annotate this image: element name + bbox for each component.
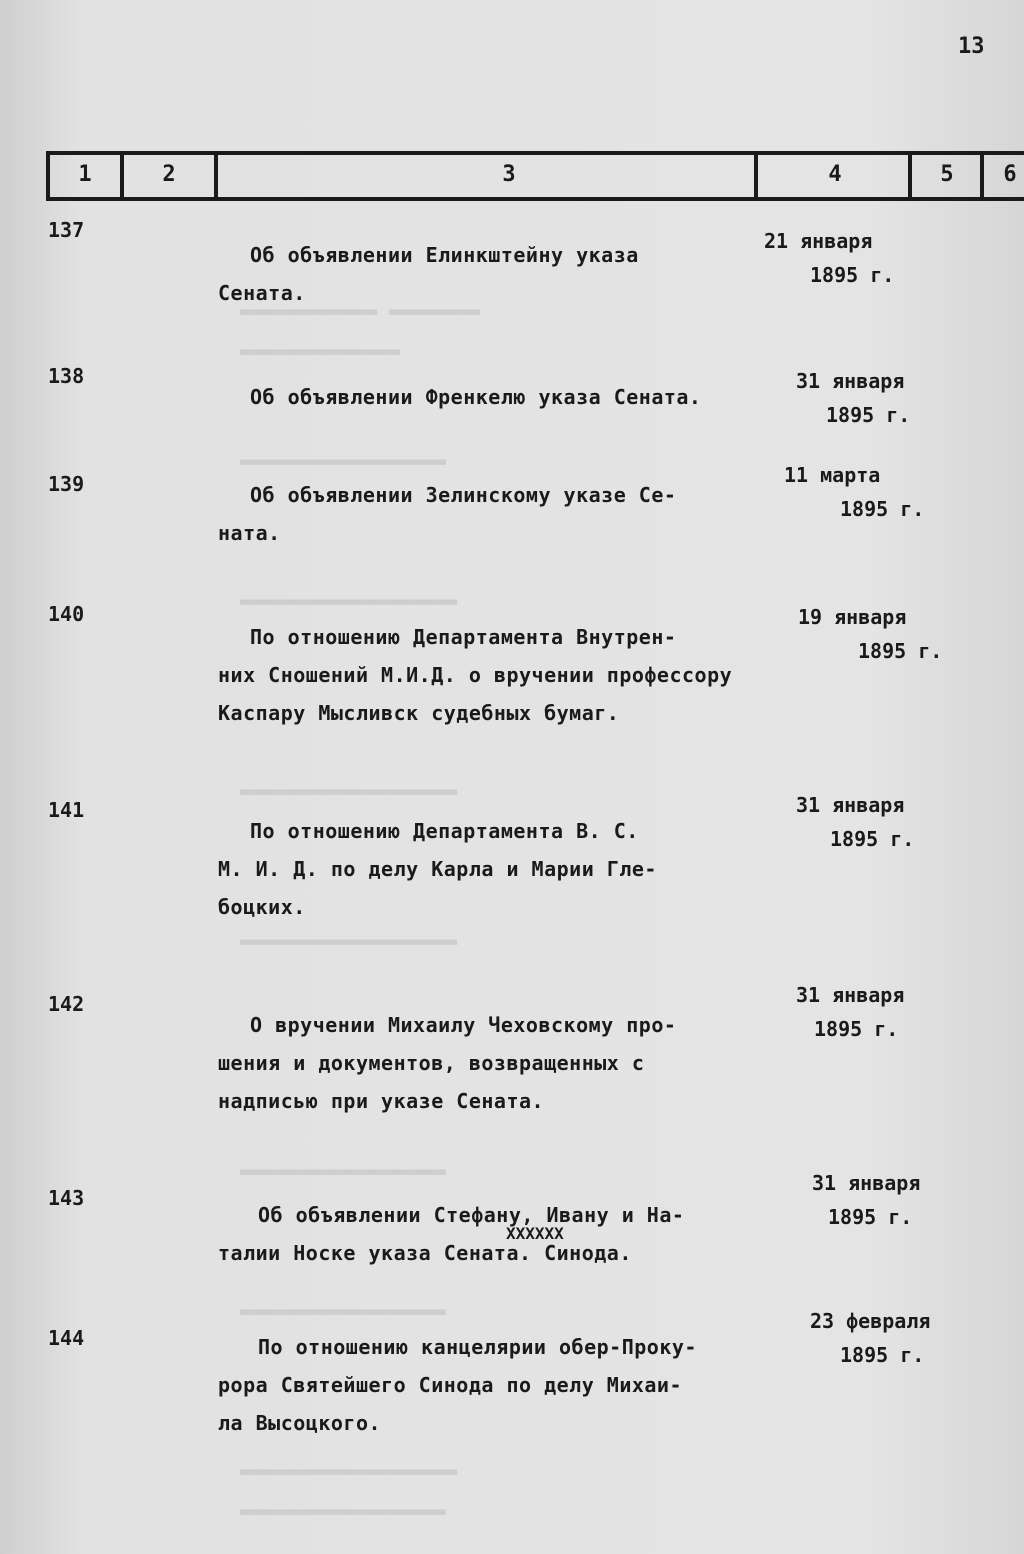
entry-number: 138 [48,364,85,388]
date-year: 1895 г. [830,827,915,851]
description-line: Об объявлении Елинкштейну указа [250,243,639,267]
bleed-through-texture: ▬▬▬▬▬▬▬▬▬▬▬▬▬▬▬▬▬▬ [240,1300,446,1322]
description-line: надписью при указе Сената. [218,1089,545,1113]
entry-number: 139 [48,472,85,496]
entry-date [812,1166,920,1234]
bleed-through-texture: ▬▬▬▬▬▬▬▬▬▬▬▬▬▬▬▬▬▬▬ [240,590,458,612]
date-day-month: 23 февраля [810,1309,931,1333]
date-year: 1895 г. [840,497,925,521]
description-line: них Сношений М.И.Д. о вручении профессору [218,663,733,687]
entry-description [218,378,788,416]
date-year: 1895 г. [840,1343,925,1367]
page-number: 13 [958,34,985,59]
date-year: 1895 г. [810,263,895,287]
column-header-5: 5 [908,155,982,197]
typed-over-strikeout: XXXXXX [506,1224,564,1243]
entry-date [796,978,904,1046]
column-header-6: 6 [980,155,1024,197]
description-line: боцких. [218,895,306,919]
entry-date [810,1304,930,1372]
description-line: ла Высоцкого. [218,1411,382,1435]
date-day-month: 21 января [764,229,873,253]
entry-number: 140 [48,602,85,626]
entry-date [796,788,914,856]
description-line: М. И. Д. по делу Карла и Марии Гле- [218,857,657,881]
description-line: Сената. [218,281,306,305]
date-day-month: 31 января [812,1171,921,1195]
entry-number: 141 [48,798,85,822]
description-line: Об объявлении Френкелю указа Сената. [250,385,702,409]
description-line: Каспару Мысливск судебных бумаг. [218,701,620,725]
date-day-month: 11 марта [784,463,881,487]
entry-description [218,476,788,552]
bleed-through-texture: ▬▬▬▬▬▬▬▬▬▬▬▬▬▬▬▬▬▬▬ [240,780,458,802]
description-line: О вручении Михаилу Чеховскому про- [250,1013,677,1037]
column-header-4: 4 [754,155,912,197]
bleed-through-texture: ▬▬▬▬▬▬▬▬▬▬▬▬ ▬▬▬▬▬▬▬▬ [240,300,481,322]
entry-description [218,1006,788,1120]
description-line: Об объявлении Зелинскому указе Се- [250,483,677,507]
description-line: Об объявлении Стефану, Ивану и На- [258,1203,685,1227]
entry-description [218,236,788,312]
table-header-row [46,151,1024,201]
description-line: По отношению Департамента Внутрен- [250,625,677,649]
entry-date [796,364,910,432]
bleed-through-texture: ▬▬▬▬▬▬▬▬▬▬▬▬▬▬▬▬▬▬▬ [240,930,458,952]
bleed-through-texture: ▬▬▬▬▬▬▬▬▬▬▬▬▬▬▬▬▬▬ [240,1160,446,1182]
description-line: талии Носке указа Сената. Синода. [218,1241,632,1265]
date-year: 1895 г. [814,1017,899,1041]
column-header-1: 1 [46,155,120,197]
bleed-through-texture: ▬▬▬▬▬▬▬▬▬▬▬▬▬▬ [240,340,401,362]
date-day-month: 31 января [796,369,905,393]
description-line: По отношению канцелярии обер-Проку- [258,1335,697,1359]
bleed-through-texture: ▬▬▬▬▬▬▬▬▬▬▬▬▬▬▬▬▬▬ [240,450,446,472]
entry-number: 142 [48,992,85,1016]
date-day-month: 31 января [796,983,905,1007]
description-line: По отношению Департамента В. С. [250,819,639,843]
date-year: 1895 г. [858,639,943,663]
column-header-3: 3 [214,155,800,197]
description-line: рора Святейшего Синода по делу Михаи- [218,1373,683,1397]
column-header-2: 2 [120,155,214,197]
entry-date [764,224,894,292]
entry-number: 137 [48,218,85,242]
entry-date [784,458,924,526]
bleed-through-texture: ▬▬▬▬▬▬▬▬▬▬▬▬▬▬▬▬▬▬ [240,1500,446,1522]
date-year: 1895 г. [828,1205,913,1229]
date-year: 1895 г. [826,403,911,427]
entry-date [798,600,942,668]
bleed-through-texture: ▬▬▬▬▬▬▬▬▬▬▬▬▬▬▬▬▬▬▬ [240,1460,458,1482]
entry-description [218,618,788,732]
entry-description [218,1196,788,1272]
description-line: ната. [218,521,281,545]
entry-number: 143 [48,1186,85,1210]
date-day-month: 31 января [796,793,905,817]
entry-number: 144 [48,1326,85,1350]
entry-description [218,1328,788,1442]
entry-description [218,812,788,926]
date-day-month: 19 января [798,605,907,629]
description-line: шения и документов, возвращенных с [218,1051,645,1075]
